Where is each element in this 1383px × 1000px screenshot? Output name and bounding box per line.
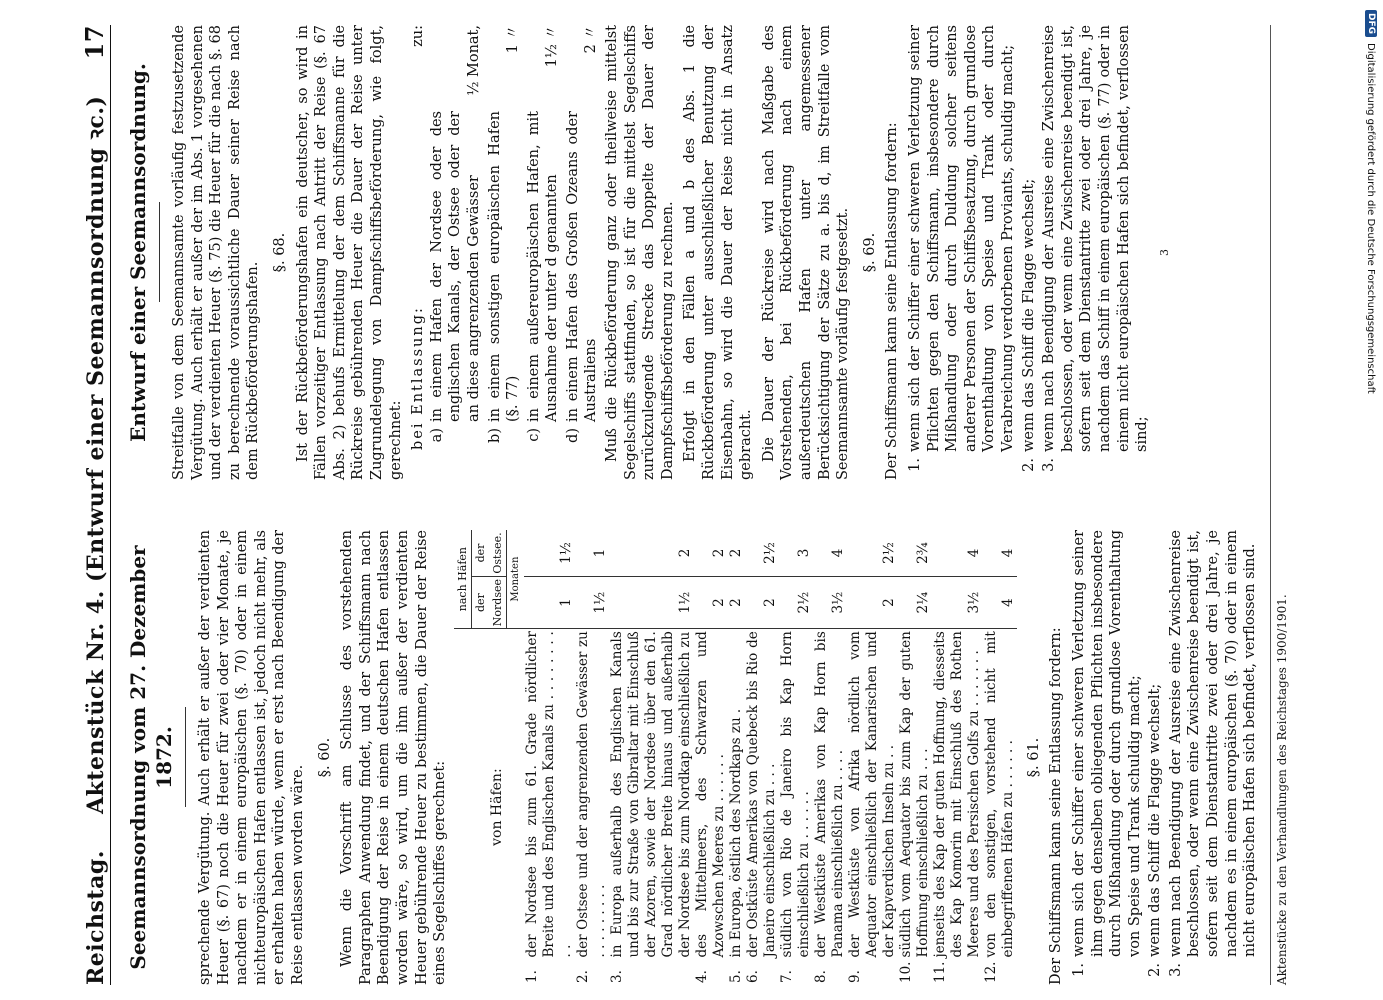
row-description: der Ostsee und der angrenzenden Gewässer zu . . . . . . . . . [574,631,608,958]
row-value-ostsee: 3 [779,530,813,577]
row-number: 12. [982,961,999,983]
paragraph-60-number: §. 60. [316,737,333,778]
port-duration-table [454,530,1017,985]
table-row [847,530,898,985]
footer-left: Aktenstücke zu den Verhandlungen des Reichstages 1900/1901. [1275,594,1289,985]
row-description: jenseits des Kap der guten Hoffnung, diesseits des Kap Komorin mit Einschluß des Rothen Meeres und des Persischen Golfs zu . . . . . . . [931,631,982,958]
entlassung-item-value: 2 〃 [583,25,600,54]
entlassung-item-text: in einem außereuropäischen Hafen, mit Ausnahme der unter d genannten [525,111,561,422]
row-description: der Nordsee bis zum 61. Grade nördlicher Breite und des Englischen Kanals zu . . . . . . . . . . [523,631,574,958]
entlassung-item-text: in einem Hafen der Nordsee oder des englischen Kanals, der Ostsee oder der an diese angrenzenden Gewässer [428,111,482,422]
row-number: 2. [574,970,591,983]
paragraph-69-number: §. 69. [861,232,878,273]
row-number: 1. [523,970,540,983]
row-description: in Europa, östlich des Nordkaps zu . [727,708,744,958]
entlassung-item-label: a) [428,428,445,443]
list-item [1020,25,1039,480]
entlassung-head-right: zu: [410,25,427,47]
entlassung-head-left: bei Entlassung: [410,306,427,450]
row-value-nordsee: 2 [745,577,779,629]
row-number: 4. [693,970,710,983]
entlassung-items [428,25,601,480]
row-number: 3. [608,970,625,983]
row-number: 8. [812,970,829,983]
paragraph-68-after-1: Muß die Rückbeförderung ganz oder theilweise mittelst Segelschiffs stattfinden, so ist für die mittelst Segelschiffs zurückzulegende Strecke das Doppelte der Dauer der Dampfschiffsbeförderung zu rechnen. [604,25,676,480]
right-intro: Streitfalle von dem Seemannsamte vorläufig festzusetzende Vergütung. Auch erhält er außer der im Abs. 1 vorgesehenen und der verdienten Heuer (§. 75) die Heuer für die nach §. 68 zu berechnende voraussichtliche Dauer seiner Reise nach dem Rückbeförderungshafen. [171,25,262,480]
entlassung-item-text: in einem Hafen des Großen Ozeans oder Australiens [564,111,600,422]
list-item-label: 1. [1070,963,1087,977]
entlassung-item-text: in einem sonstigen europäischen Hafen (§. 77) [486,111,522,422]
signature-mark: 3 [1157,249,1171,256]
footer [1275,25,1289,985]
table-col-nordsee: der Nordsee [471,577,506,629]
entlassung-item-label: d) [564,428,581,443]
row-value-nordsee: 1 [524,577,575,629]
page-number: 17 [80,25,109,60]
dfg-logo: DFG [1365,10,1377,37]
row-value-nordsee: 2 [847,577,898,629]
row-value-ostsee: 1½ [524,530,575,577]
list-item-text: wenn sich der Schiffer einer schweren Verletzung seiner ihm gegen denselben obliegenden Pflichten insbesondere durch Mißhandlung oder durch grundlose Vorenthaltung von Speise und Trank schuldig macht; [1070,530,1143,957]
table-unit: Monaten [506,530,524,629]
entlassung-item [525,25,562,450]
footer-rule [1270,25,1271,985]
row-value-ostsee: 2½ [847,530,898,577]
table-row [728,530,745,985]
list-item-text: wenn sich der Schiffer einer schweren Verletzung seiner Pflichten gegen den Schiffsmann, insbesondere durch Mißhandlung oder durch Duldung solcher seitens anderer Personen der Schiffsbesatzung, durch grundlose Vorenthaltung von Speise und Trank oder durch Verabreichung verdorbenen Proviants, schuldig macht; [906,25,1016,452]
row-value-ostsee: 2½ [745,530,779,577]
paragraph-60-text: Wenn die Vorschrift am Schlusse des vorstehenden Paragraphen Anwendung findet, und der Schiffsmann nach Beendigung der Reise in einem deutschen Hafen entlassen worden wäre, so wird, um die ihm außer der verdienten Heuer gebührende Heuer zu bestimmen, die Dauer der Reise eines Segelschiffes gerechnet: [339,530,449,985]
list-item-text: wenn das Schiff die Flagge wechselt; [1147,683,1164,957]
row-value-ostsee: 4 [983,530,1017,577]
right-column-heading: Entwurf einer Seemannsordnung. [126,63,150,442]
list-item-text: wenn nach Beendigung der Ausreise eine Zwischenreise beschlossen, oder wenn eine Zwischenreise beendigt ist, sofern seit dem Dienstantritte zwei oder drei Jahre, je nachdem das Schiff in einem europäischen (§. 77) oder in einem nicht europäischen Hafen sich befindet, verflossen sind; [1041,25,1151,452]
list-item-label: 3. [1167,963,1184,977]
digitization-stamp-inner [1361,10,1381,710]
left-intro: sprechende Vergütung. Auch erhält er außer der verdienten Heuer (§. 67) noch die Heuer für zwei oder vier Monate, je nachdem er in einem europäischen (§. 70) oder in einem nichteuropäischen Hafen entlassen ist, jedoch nicht mehr, als er erhalten haben würde, wenn er erst nach Beendigung der Reise entlassen worden wäre. [197,530,306,985]
table-ports-label: von Häfen: [489,768,506,846]
list-item [906,25,1018,480]
row-value-ostsee: 4 [932,530,983,577]
list-item-label: 2. [1147,963,1164,977]
list-item-label: 3. [1041,458,1058,472]
row-value-nordsee: 2¼ [898,577,932,629]
digitization-stamp [1363,0,1383,1000]
row-number: 9. [846,970,863,983]
paragraph-69-items [906,25,1152,480]
running-head-left: Reichstag. [83,850,109,985]
row-value-ostsee: 4 [813,530,847,577]
row-value-nordsee: 3½ [813,577,847,629]
row-value-nordsee: 1½ [575,577,609,629]
list-item-text: wenn das Schiff die Flagge wechselt; [1020,178,1037,452]
row-number: 11. [931,961,948,983]
row-description: südlich von Rio de Janeiro bis Kap Horn einschließlich zu . . . . . . [778,631,812,958]
paragraph-68-after-3: Die Dauer der Rückreise wird nach Maßgabe des Vorstehenden, bei Rückbeförderung nach einem außerdeutschen Hafen unter angemessener Berücksichtigung der Sätze zu a. bis d, im Streitfalle vom Seemannsamte vorläufig festgesetzt. [760,25,852,480]
table-row [524,530,575,985]
heading-rule [185,708,186,808]
list-item-text: wenn nach Beendigung der Ausreise eine Zwischenreise beschlossen, oder wenn eine Zwischenreise beendigt ist, sofern seit dem Dienstantritte zwei oder drei Jahre, je nachdem es in einem europäischen (§. 70) oder in einem nicht europäischen Hafen sich befindet, verflossen sind. [1167,530,1259,957]
entlassung-item [564,25,601,450]
row-value-nordsee: 4 [983,577,1017,629]
list-item-label: 1. [906,458,923,472]
row-description: der Ostküste Amerikas von Quebeck bis Rio de Janeiro einschließlich zu . . . [744,631,778,958]
table-row [898,530,932,985]
table-col-ostsee: der Ostsee. [471,530,506,577]
row-value-nordsee: 2 [694,577,728,629]
paragraph-61-intro: Der Schiffsmann kann seine Entlassung fordern: [1048,627,1065,985]
row-value-nordsee: 2½ [779,577,813,629]
row-number: 7. [778,970,795,983]
row-number: 6. [744,970,761,983]
table-row [694,530,728,985]
port-table-body [524,530,1017,985]
entlassung-item-value: 1 〃 [505,25,522,54]
row-value-nordsee: 2 [728,577,745,629]
table-row [575,530,609,985]
row-description: der Westküste von Afrika nördlich vom Aequator einschließlich der Kanarischen und der Kapverdischen Inseln zu . . [846,631,897,958]
list-item [1070,530,1144,985]
table-row [779,530,813,985]
entlassung-header [409,25,428,450]
row-value-nordsee: 3½ [932,577,983,629]
digitization-text: Digitalisierung gefördert durch die Deutsche Forschungsgemeinschaft [1365,43,1377,394]
paragraph-61-items [1070,530,1260,985]
row-value-ostsee: 2¾ [898,530,932,577]
entlassung-item [486,25,523,450]
paragraph-68-text: Ist der Rückbeförderungshafen ein deutscher, so wird in Fällen vorzeitiger Entlassung nach Antritt der Reise (§. 67 Abs. 2) behufs Ermittelung der dem Schiffsmanne für die Rückreise gebührenden Heuer die Dauer der Reise unter Zugrundelegung von Dampfschiffsbeförderung, wie folgt, gerechnet: [294,25,404,480]
running-head [80,25,111,985]
row-value-nordsee: 1½ [609,577,694,629]
list-item [1167,530,1260,985]
left-column [125,530,1262,985]
table-row [983,530,1017,985]
entlassung-item-value: 1½ 〃 [544,25,561,68]
row-description: in Europa außerhalb des Englischen Kanals und bis zur Straße von Gibraltar mit Einschluß der Azoren, sowie der Nordsee über den 61. Grad nördlicher Breite hinaus und außerhalb der Nordsee bis zum Nordkap einschließlich zu [608,631,693,958]
entlassung-item-label: b) [486,428,503,443]
row-number: 10. [897,961,914,983]
paragraph-61-number: §. 61. [1025,737,1042,778]
table-row [813,530,847,985]
list-item-label: 2. [1020,458,1037,472]
list-item [1146,530,1165,985]
table-row [745,530,779,985]
paragraph-68-number: §. 68. [271,232,288,273]
left-column-heading: Seemannsordnung vom 27. Dezember 1872. [126,545,176,970]
paragraph-68-after-2: Erfolgt in den Fällen a und b des Abs. 1 die Rückbeförderung unter ausschließlicher Benutzung der Eisenbahn, so wird die Dauer der Reise nicht in Ansatz gebracht. [682,25,755,480]
row-value-ostsee: 2 [728,530,745,577]
entlassung-item [428,25,484,450]
row-description: südlich vom Aequator bis zum Kap der guten Hoffnung einschließlich zu . . . [897,631,931,958]
heading-rule [159,203,160,303]
table-row [609,530,694,985]
table-row [932,530,983,985]
paragraph-69-intro: Der Schiffsmann kann seine Entlassung fordern: [884,122,901,480]
row-value-ostsee: 2 [609,530,694,577]
entlassung-item-value: ½ Monat, [465,25,482,96]
row-value-ostsee: 1 [575,530,609,577]
table-group-head: nach Häfen [454,530,472,629]
row-description: des Mittelmeers, des Schwarzen und Azowschen Meeres zu . . . . . . [693,631,727,958]
right-column [125,25,1174,480]
row-number: 5. [727,970,744,983]
list-item [1040,25,1152,480]
entlassung-item-label: c) [525,428,542,442]
row-description: der Westküste Amerikas von Kap Horn bis Panama einschließlich zu . . . . [812,631,846,958]
row-value-ostsee: 2 [694,530,728,577]
rotated-document-page [30,25,1330,985]
running-head-title: Aktenstück Nr. 4. (Entwurf einer Seemannsordnung ꝛc.) [83,95,109,814]
row-description: von den sonstigen, vorstehend nicht mit einbegriffenen Häfen zu . . . . . . [982,631,1016,958]
